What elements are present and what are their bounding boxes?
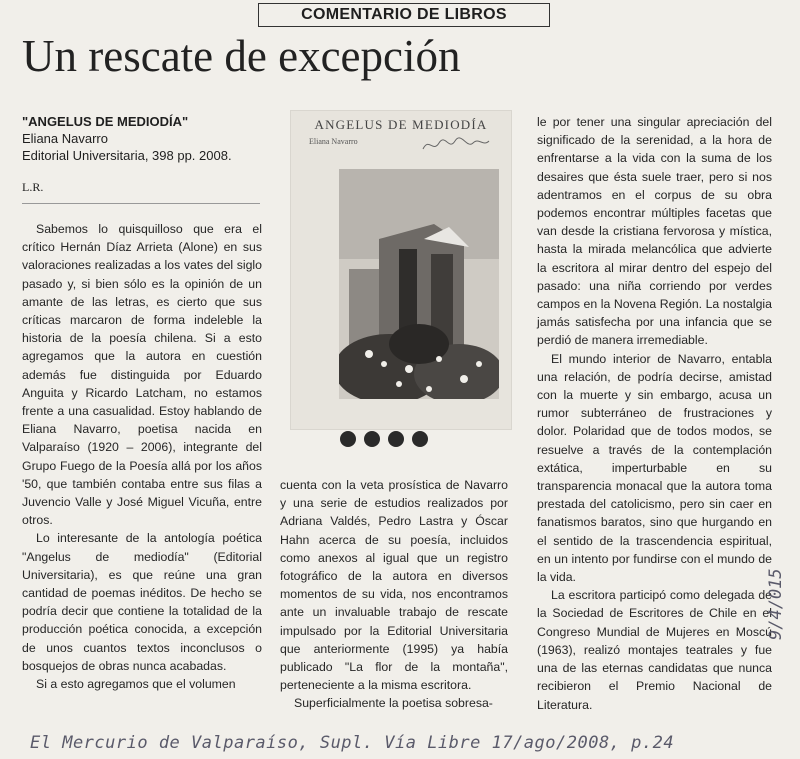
divider: [22, 203, 260, 204]
article-column-1: [22, 220, 262, 693]
section-label: COMENTARIO DE LIBROS: [258, 3, 550, 27]
handwritten-source-note: El Mercurio de Valparaíso, Supl. Vía Libre 17/ago/2008, p.24: [30, 733, 675, 753]
paragraph: Si a esto agregamos que el volumen: [36, 677, 236, 692]
cover-author: Eliana Navarro: [309, 137, 358, 146]
dot-icon: [364, 431, 380, 447]
paragraph: La escritora participó como delegada de la Sociedad de Escritores de Chile en el Congreso Mundial de Mujeres en Moscú (1963), realizó montajes teatrales y fue una de las eternas candidatas que nunca recibieron el Premio Nacional de Literatura.: [537, 588, 772, 712]
dot-icon: [340, 431, 356, 447]
byline: L.R.: [22, 180, 44, 194]
headline: Un rescate de excepción: [22, 31, 461, 81]
book-author: Eliana Navarro: [22, 131, 108, 146]
paragraph: Sabemos lo quisquilloso que era el crítico Hernán Díaz Arrieta (Alone) en sus valoraciones realizadas a los vates del siglo pasado y, si bien sólo es la opinión de un amante de las letras, es cierto que sus críticas marcaron de forma indeleble la historia de la poesía chilena. Si a esto agregamos que la autora en cuestión además fue distinguida por Eduardo Anguita y Ricardo Latcham, no estamos frente a una casualidad. Estoy hablando de Eliana Navarro, poetisa nacida en Valparaíso (1920 – 2006), integrante del Grupo Fuego de la Poesía allá por los años '50, que también contaba entre sus filas a Juvencio Valle y José Miguel Vicuña, entre otros.: [22, 222, 262, 528]
signature-icon: [421, 135, 491, 155]
separator-dots: [340, 431, 428, 447]
book-info: [22, 113, 232, 164]
book-title: "ANGELUS DE MEDIODÍA": [22, 114, 189, 129]
paragraph: El mundo interior de Navarro, entabla una relación, de podría decirse, amistad con la muerte y sin embargo, acusa un rumor subterráneo de frustraciones y dolor. Polaridad que de todos modos, se resuelve a través de la contemplación extática, imperturbable en su transparencia monacal que la autora toma prestada del catolicismo, pero sin caer en fanatismos baratos, sino que hurgando en el sentido de la trascendencia espiritual, en un intento por fundirse con el mundo de la vida.: [537, 351, 772, 585]
article-column-2: [280, 476, 508, 713]
dot-icon: [388, 431, 404, 447]
book-cover-image: [290, 110, 512, 430]
cover-painting: [339, 169, 499, 399]
paragraph: cuenta con la veta prosística de Navarro y una serie de estudios realizados por Adriana Valdés, Pedro Lastra y Óscar Hahn acerca de su poesía, incluidos como anexos al igual que un registro fotográfico de la autora en diversos momentos de su vida, nos encontramos ante un invaluable trabajo de rescate impulsado por la Editorial Universitaria que anteriormente (1995) ya había publicado "La flor de la montaña", perteneciente a la misma escritora.: [280, 478, 508, 693]
paragraph: le por tener una singular apreciación del significado de la serenidad, a la hora de enfrentarse a la vida con la suma de los desaires que ésta suele traer, pero si nos adentramos en el corpus de su obra podemos encontrar múltiples facetas que van desde la cristiana fervorosa y mística, hasta la mirada melancólica que advierte la escritora al mirar dentro del espejo del pasado: una niña corriendo por verdes campos en la Novena Región. La nostalgia jamás satisfecha por una infancia que se perdió de manera irremediable.: [537, 115, 772, 348]
cover-title: ANGELUS DE MEDIODÍA: [314, 117, 488, 132]
article-column-3: [537, 113, 772, 714]
paragraph: Superficialmente la poetisa sobresa-: [294, 696, 493, 711]
handwritten-date: 9/4/015: [766, 568, 786, 640]
book-publisher: Editorial Universitaria, 398 pp. 2008.: [22, 148, 232, 163]
dot-icon: [412, 431, 428, 447]
paragraph: Lo interesante de la antología poética "Angelus de mediodía" (Editorial Universitaria), es que reúne una gran cantidad de poemas inéditos. De hecho se podría decir que contiene la totalidad de la producción poética conocida, a excepción de unos cuantos textos inconclusos o bosquejos de obras nunca acabadas.: [22, 531, 262, 673]
